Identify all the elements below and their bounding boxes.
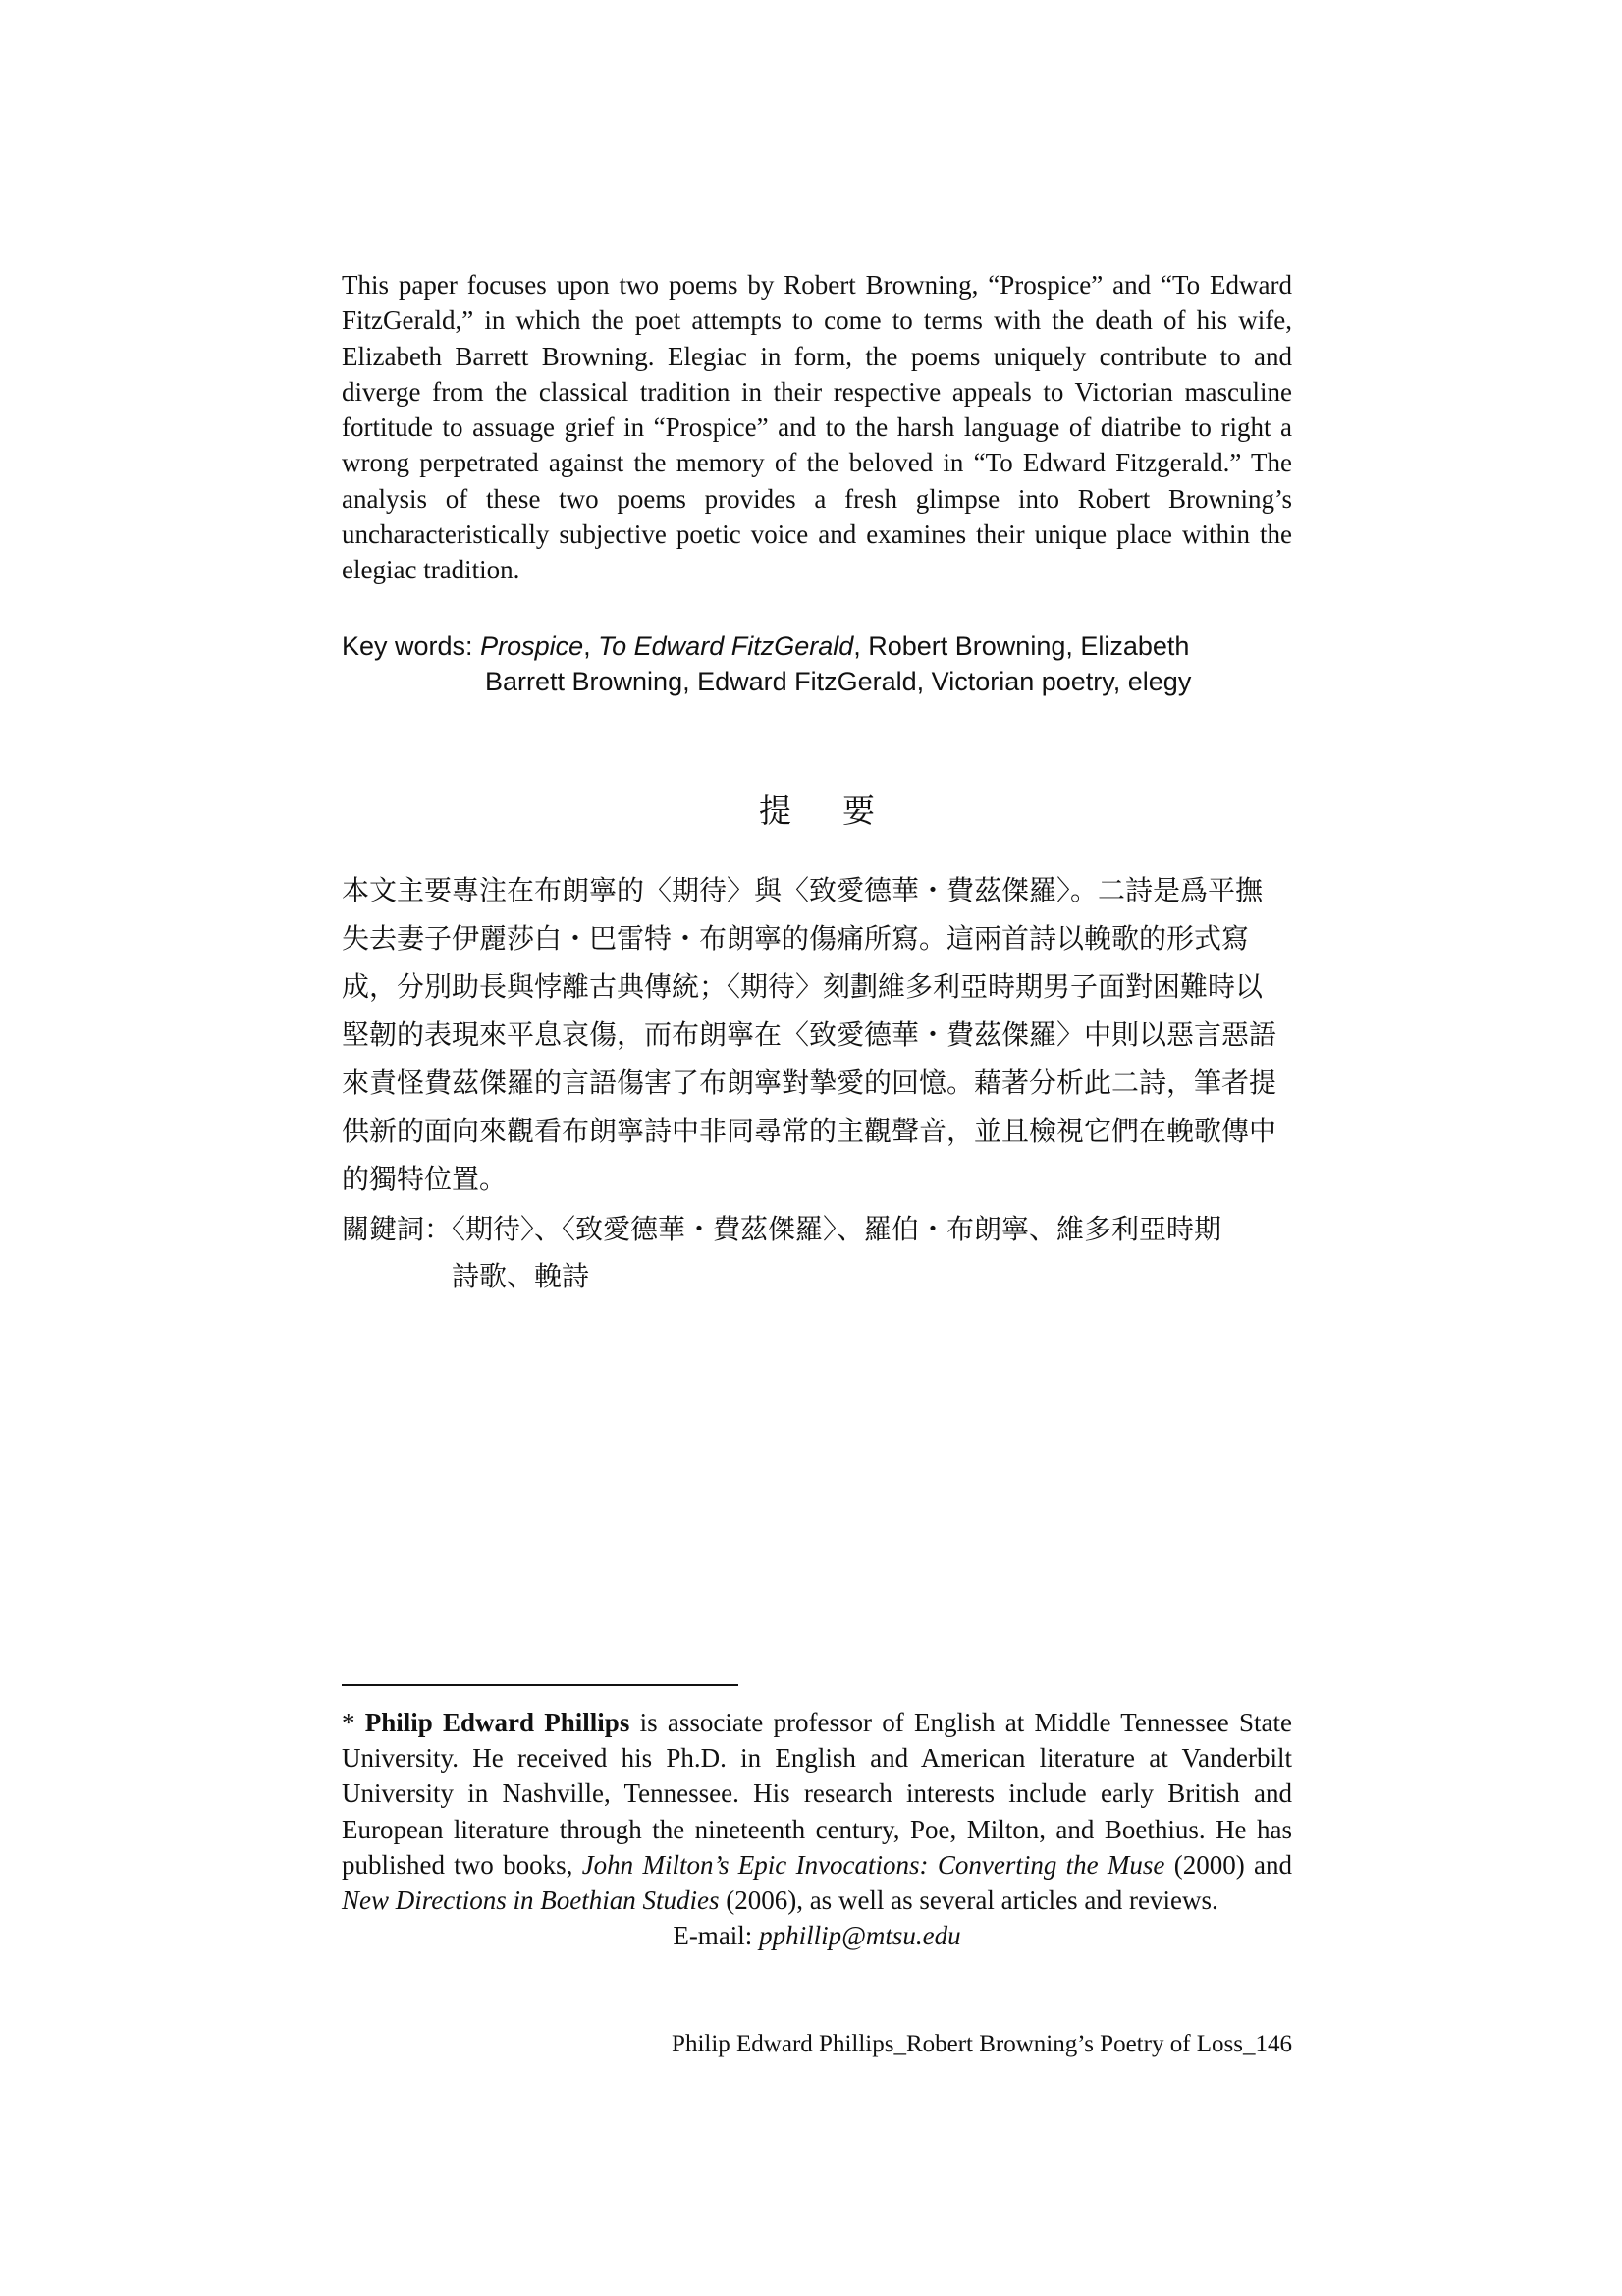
- book-title-2: New Directions in Boethian Studies: [342, 1886, 720, 1916]
- email-line: [342, 1918, 1292, 1953]
- email-link[interactable]: pphillip@mtsu.edu: [759, 1921, 961, 1951]
- footnote-text-1: is associate professor of English at Middle Tennessee State University. He received his Ph.D. in English and American literature at Vanderbilt University in Nashville, Tennessee. His research interests include early British and European literature through the nineteenth century, Poe, Milton, and Boethius. He has published two books,: [342, 1708, 1293, 1880]
- zh-line: 的獨特位置。: [342, 1163, 508, 1195]
- keywords-line-1-text: [480, 629, 1189, 664]
- zh-line: 來責怪費茲傑羅的言語傷害了布朗寧對摯愛的回憶。藉著分析此二詩，筆者提: [342, 1066, 1277, 1099]
- heading-char-2: 要: [842, 792, 875, 830]
- chinese-keywords: [342, 1206, 1292, 1300]
- zh-line: 成，分別助長與悖離古典傳統；〈期待〉刻劃維多利亞時期男子面對困難時以: [342, 970, 1264, 1003]
- zh-keywords-line-2: 詩歌、輓詩: [452, 1260, 590, 1292]
- keywords-rest: , Robert Browning, Elizabeth: [853, 631, 1190, 661]
- english-abstract: This paper focuses upon two poems by Robert Browning, “Prospice” and “To Edward FitzGerald,” in which the poet attempts to come to terms with the death of his wife, Elizabeth Barrett Browning. Elegiac in form, the poems uniquely contribute to and diverge from the classical tradition in their respective appeals to Victorian masculine fortitude to assuage grief in “Prospice” and to the harsh language of diatribe to right a wrong perpetrated against the memory of the beloved in “To Edward Fitzgerald.” The analysis of these two poems provides a fresh glimpse into Robert Browning’s uncharacteristically subjective poetic voice and examines their unique place within the elegiac tradition.: [342, 270, 1292, 585]
- footnote-text-3: (2006), as well as several articles and reviews.: [719, 1886, 1218, 1916]
- zh-line: 失去妻子伊麗莎白・巴雷特・布朗寧的傷痛所寫。這兩首詩以輓歌的形式寫: [342, 922, 1250, 955]
- zh-line: 堅韌的表現來平息哀傷，而布朗寧在〈致愛德華・費茲傑羅〉中則以惡言惡語: [342, 1018, 1277, 1051]
- zh-keywords-line-1: 關鍵詞：〈期待〉、〈致愛德華・費茲傑羅〉、羅伯・布朗寧、維多利亞時期: [342, 1213, 1222, 1245]
- author-name: Philip Edward Phillips: [364, 1708, 630, 1737]
- keyword-prospice: Prospice: [480, 631, 584, 661]
- keywords-line-2: Barrett Browning, Edward FitzGerald, Victorian poetry, elegy: [485, 667, 1192, 696]
- zh-line: 本文主要專注在布朗寧的〈期待〉與〈致愛德華・費茲傑羅〉。二詩是爲平撫: [342, 874, 1264, 906]
- footnote-text-2: (2000) and: [1164, 1849, 1293, 1880]
- keywords-line-1: [342, 629, 1292, 664]
- running-footer: Philip Edward Phillips_Robert Browning’s Poetry of Loss_146: [672, 2031, 1292, 2057]
- chinese-abstract-heading: [342, 786, 1292, 832]
- book-title-1: John Milton’s Epic Invocations: Converting the Muse: [581, 1849, 1165, 1880]
- keyword-to-edward-fitzgerald: To Edward FitzGerald: [598, 631, 854, 661]
- keywords-label: Key words:: [342, 631, 481, 661]
- chinese-abstract: [342, 866, 1292, 1203]
- english-keywords: [342, 629, 1292, 699]
- keyword-separator: ,: [583, 631, 599, 661]
- zh-line: 供新的面向來觀看布朗寧詩中非同尋常的主觀聲音，並且檢視它們在輓歌傳中: [342, 1115, 1277, 1147]
- footnote-star: *: [342, 1708, 365, 1737]
- email-label: E-mail:: [673, 1921, 760, 1951]
- footnote-rule: [342, 1684, 738, 1686]
- heading-char-1: 提: [759, 792, 791, 830]
- author-footnote: [342, 1705, 1292, 1953]
